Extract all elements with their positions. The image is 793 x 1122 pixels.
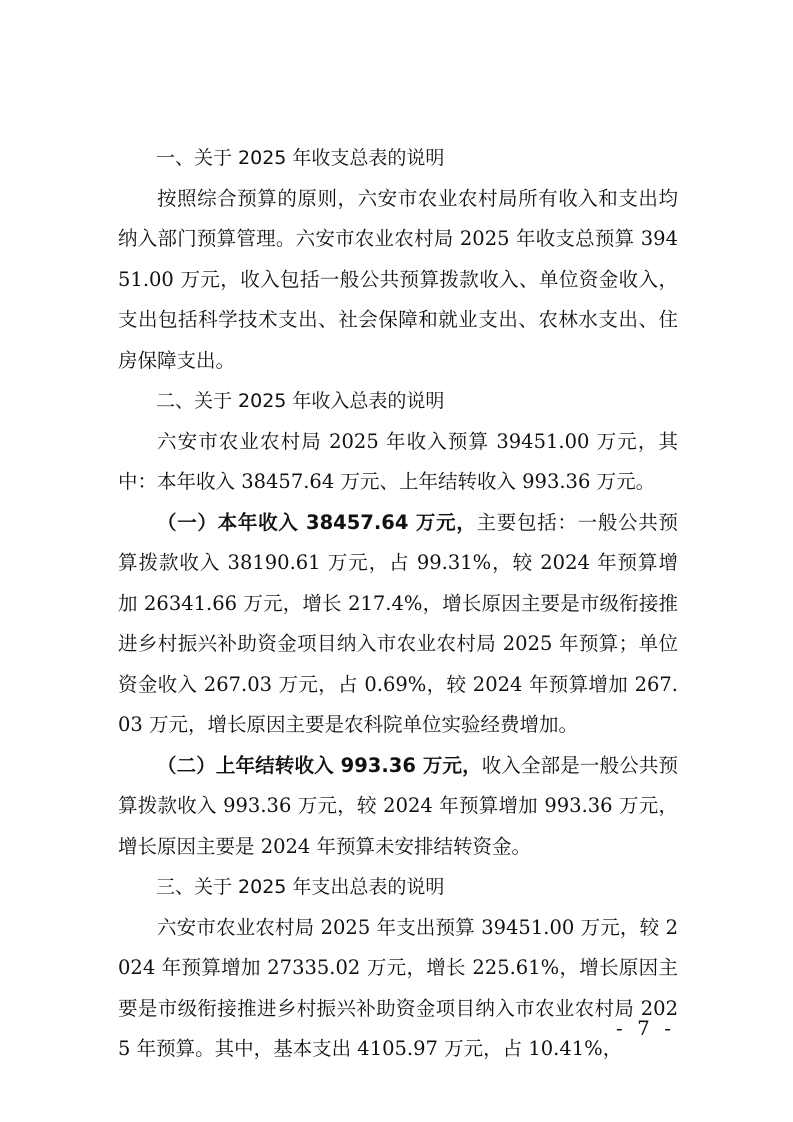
paragraph-4 — [118, 746, 678, 868]
paragraph-4-lead: （二）上年结转收入 993.36 万元， — [157, 753, 482, 777]
page-number: - 7 - — [616, 1016, 675, 1040]
document-body — [118, 138, 678, 1070]
section-heading-2: 二、关于 2025 年收入总表的说明 — [156, 390, 445, 412]
paragraph-1: 按照综合预算的原则，六安市农业农村局所有收入和支出均纳入部门预算管理。六安市农业农村局 2025 年收支总预算 39451.00 万元，收入包括一般公共预算拨款收入、单位资金收入，支出包括科学技术支出、社会保障和就业支出、农林水支出、住房保障支出。 — [118, 186, 678, 372]
paragraph-5: 六安市农业农村局 2025 年支出预算 39451.00 万元，较 2024 年预算增加 27335.02 万元，增长 225.61%，增长原因主要是市级衔接推进乡村振兴补助资金项目纳入市农业农村局 2025 年预算。其中，基本支出 4105.97 万元，占 10.41%， — [118, 915, 678, 1060]
paragraph-3-lead: （一）本年收入 38457.64 万元， — [157, 510, 477, 534]
paragraph-3 — [118, 503, 678, 746]
paragraph-2: 六安市农业农村局 2025 年收入预算 39451.00 万元，其中：本年收入 38457.64 万元、上年结转收入 993.36 万元。 — [118, 429, 678, 493]
paragraph-4-text: 收入全部是一般公共预算拨款收入 993.36 万元，较 2024 年预算增加 993.36 万元，增长原因主要是 2024 年预算未安排结转资金。 — [118, 753, 678, 858]
section-heading-3: 三、关于 2025 年支出总表的说明 — [156, 876, 445, 898]
paragraph-3-text: 主要包括：一般公共预算拨款收入 38190.61 万元，占 99.31%，较 2024 年预算增加 26341.66 万元，增长 217.4%，增长原因主要是市级衔接推进乡村振兴补助资金项目纳入市农业农村局 2025 年预算；单位资金收入 267.03 万元，占 0.69%，较 2024 年预算增加 267.03 万元，增长原因主要是农科院单位实验经费增加。 — [118, 510, 678, 736]
section-heading-1: 一、关于 2025 年收支总表的说明 — [156, 147, 445, 169]
